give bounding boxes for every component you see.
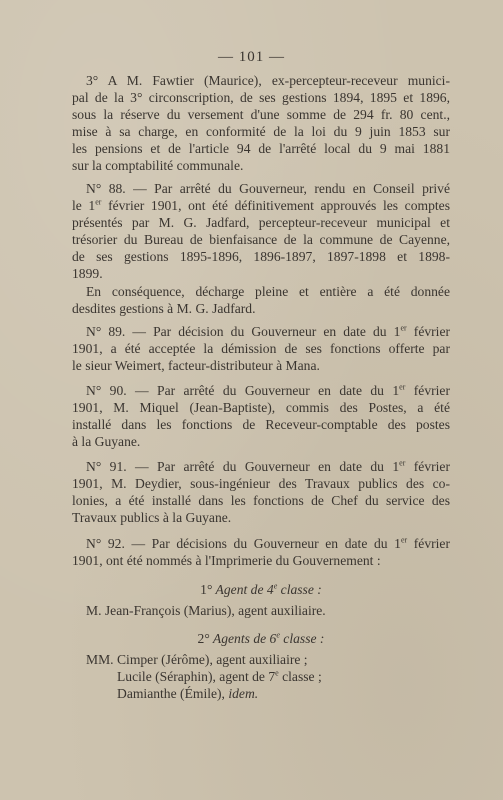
paragraph-consequence bbox=[72, 283, 450, 317]
paragraph-89 bbox=[72, 323, 450, 374]
text-line: N° 89. — Par décision du Gouverneur en date du 1er février bbox=[86, 323, 451, 339]
text-line: 1901, M. Miquel (Jean-Baptiste), commis des Postes, a été bbox=[72, 400, 450, 415]
text-line: N° 92. — Par décisions du Gouverneur en date du 1er février bbox=[86, 535, 450, 551]
text-line: sur la comptabilité communale. bbox=[72, 158, 244, 173]
text-line: installé dans les fonctions de Receveur-comptable des postes bbox=[72, 417, 450, 432]
text-line: mise à sa charge, en conformité de la loi du 9 juin 1853 sur bbox=[72, 124, 450, 139]
text-line: 1901, M. Deydier, sous-ingénieur des Travaux publics des co- bbox=[72, 476, 450, 491]
paragraph-91 bbox=[72, 458, 450, 526]
paragraph-fawtier bbox=[72, 72, 450, 174]
text-line: sous la réserve du versement d'une somme de 294 fr. 80 cent., bbox=[72, 107, 450, 122]
text-line: le sieur Weimert, facteur-distributeur à Mana. bbox=[72, 358, 320, 373]
text-line: N° 88. — Par arrêté du Gouverneur, rendu en Conseil privé bbox=[86, 181, 450, 196]
paragraph-92 bbox=[72, 535, 450, 569]
paragraph-90 bbox=[72, 382, 450, 450]
page-number: — 101 — bbox=[218, 49, 285, 65]
text-line: 1901, a été acceptée la démission de ses fonctions offerte par bbox=[72, 341, 450, 356]
text-line: les pensions et de l'article 94 de l'arrêté local du 9 mai 1881 bbox=[72, 141, 450, 156]
text-line: Travaux publics à la Guyane. bbox=[72, 510, 232, 525]
text-line: N° 91. — Par arrêté du Gouverneur en date du 1er février bbox=[86, 458, 450, 474]
entry-cimper: MM. Cimper (Jérôme), agent auxiliaire ; bbox=[86, 652, 308, 667]
text-line: lonies, a été installé dans les fonctions de Chef du service des bbox=[72, 493, 450, 508]
text-line: présentés par M. G. Jadfard, percepteur-receveur municipal et bbox=[72, 215, 450, 230]
text-line: En conséquence, décharge pleine et entière a été donnée bbox=[86, 284, 450, 299]
entry-jean-francois: M. Jean-François (Marius), agent auxiliaire. bbox=[86, 603, 326, 618]
text-line: de ses gestions 1895-1896, 1896-1897, 1897-1898 et 1898- bbox=[72, 249, 450, 264]
text-line: trésorier du Bureau de bienfaisance de la commune de Cayenne, bbox=[72, 232, 450, 247]
heading-agent-4e-classe: 1° Agent de 4e classe : bbox=[200, 581, 322, 597]
text-line: à la Guyane. bbox=[72, 434, 141, 449]
entry-lucile: Lucile (Séraphin), agent de 7e classe ; bbox=[117, 668, 322, 684]
text-line: pal de la 3° circonscription, de ses gestions 1894, 1895 et 1896, bbox=[72, 90, 450, 105]
text-line: N° 90. — Par arrêté du Gouverneur en date du 1er février bbox=[86, 382, 450, 398]
heading-agents-6e-classe: 2° Agents de 6e classe : bbox=[197, 630, 325, 646]
text-line: 1899. bbox=[72, 266, 103, 281]
text-line: desdites gestions à M. G. Jadfard. bbox=[72, 301, 256, 316]
text-line: 1901, ont été nommés à l'Imprimerie du Gouvernement : bbox=[72, 553, 381, 568]
entry-damianthe: Damianthe (Émile), idem. bbox=[117, 686, 259, 701]
text-line: le 1er février 1901, ont été définitivement approuvés les comptes bbox=[72, 197, 450, 213]
paragraph-88 bbox=[72, 180, 450, 282]
text-line: 3° A M. Fawtier (Maurice), ex-percepteur-receveur munici- bbox=[86, 73, 450, 88]
